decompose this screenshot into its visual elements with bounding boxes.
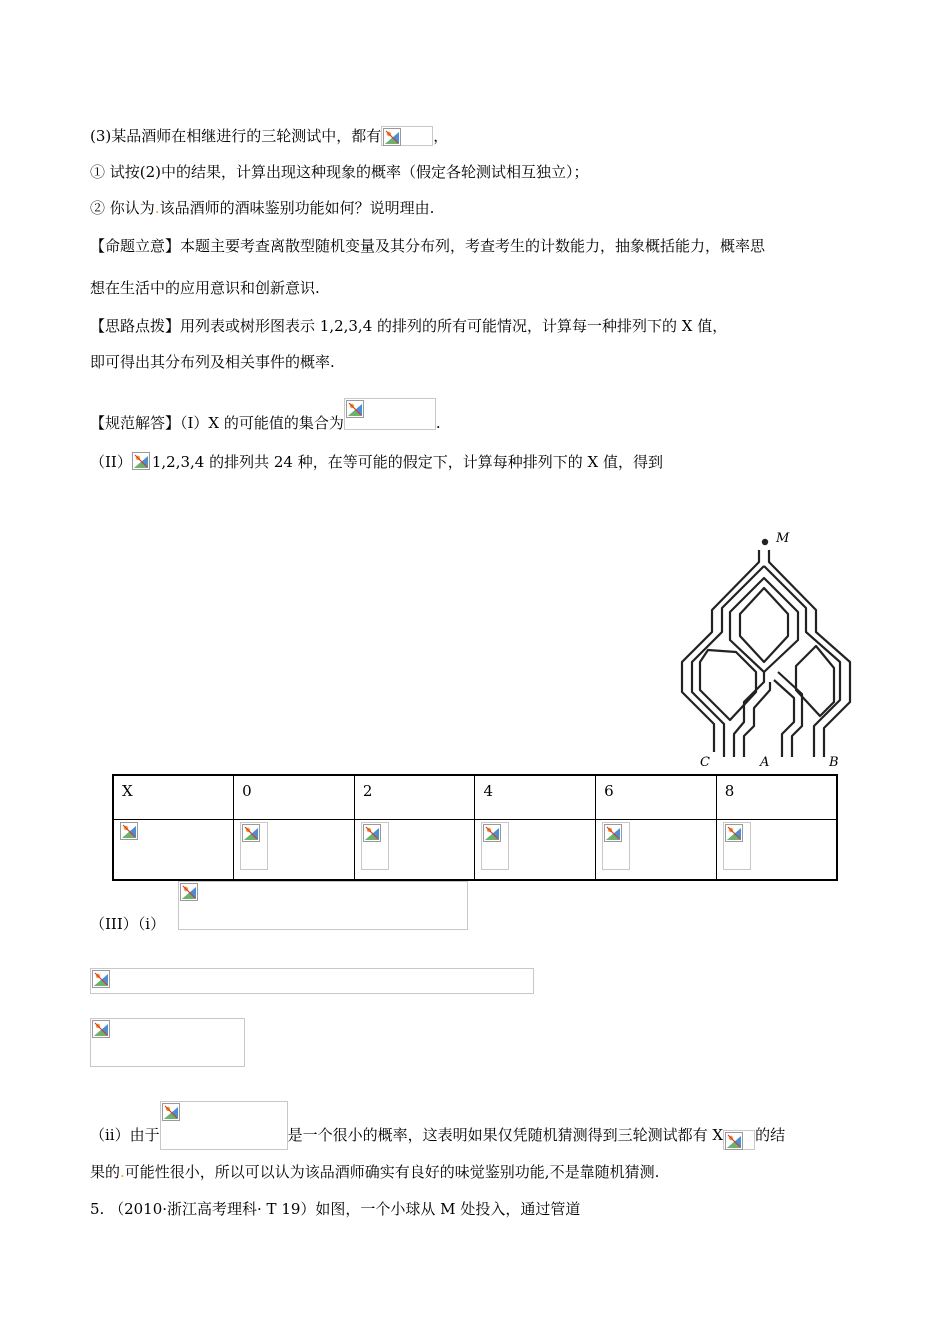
broken-image-icon: [132, 452, 150, 470]
stray-dot: .: [120, 1163, 125, 1181]
broken-image-placeholder: [132, 452, 152, 472]
broken-image-placeholder: [90, 968, 534, 994]
broken-image-placeholder: [120, 822, 140, 842]
broken-image-icon: [162, 1103, 180, 1121]
text: （II）: [90, 453, 132, 471]
solution-part-1: [90, 398, 441, 433]
broken-image-placeholder: [178, 881, 468, 930]
table-cell: [354, 820, 475, 880]
broken-image-icon: [92, 970, 110, 988]
table-cell: [113, 820, 234, 880]
label-b: B: [829, 755, 839, 770]
table-cell: 8: [716, 775, 837, 820]
solution-part-3-ii-line1: [90, 1101, 785, 1150]
broken-image-icon: [242, 824, 260, 842]
hint-paragraph-line2: 即可得出其分布列及相关事件的概率.: [90, 353, 335, 371]
text: (3)某品酒师在相继进行的三轮测试中，都有: [90, 127, 382, 145]
label-m: M: [776, 531, 790, 546]
broken-image-placeholder: [90, 1018, 245, 1067]
text: 果的: [90, 1163, 121, 1181]
text: ② 你认为: [90, 199, 155, 217]
broken-image-placeholder: [723, 1130, 755, 1150]
broken-image-icon: [120, 822, 138, 840]
broken-image-icon: [725, 824, 743, 842]
table-cell: 6: [596, 775, 717, 820]
broken-image-placeholder: [381, 126, 433, 146]
table-row: [113, 820, 837, 880]
broken-image-placeholder: [481, 822, 509, 870]
solution-part-3-ii-line2: [90, 1162, 659, 1182]
broken-image-placeholder: [344, 398, 436, 430]
intent-paragraph-line1: 【命题立意】本题主要考查离散型随机变量及其分布列，考查考生的计数能力，抽象概括能力，概率思: [90, 237, 766, 255]
broken-image-icon: [725, 1132, 743, 1150]
broken-image-icon: [483, 824, 501, 842]
broken-image-icon: [363, 824, 381, 842]
broken-image-placeholder: [160, 1101, 288, 1150]
intent-paragraph-line2: 想在生活中的应用意识和创新意识.: [90, 279, 320, 297]
broken-image-icon: [180, 883, 198, 901]
text: 该品酒师的酒味鉴别功能如何？说明理由.: [159, 199, 435, 217]
table-cell: [234, 820, 355, 880]
broken-image-placeholder: [602, 822, 630, 870]
broken-image-icon: [346, 400, 364, 418]
pipe-network-figure: [664, 522, 874, 772]
entry-point-dot: [762, 539, 768, 545]
label-c: C: [700, 755, 710, 770]
table-cell: [716, 820, 837, 880]
question-3-line: [90, 126, 448, 146]
stray-dot: .: [154, 199, 160, 217]
table-cell: 2: [354, 775, 475, 820]
label-a: A: [760, 755, 770, 770]
hint-paragraph-line1: 【思路点拨】用列表或树形图表示 1,2,3,4 的排列的所有可能情况，计算每一种排列下的 X 值，: [90, 317, 728, 335]
text: .: [435, 414, 441, 432]
broken-image-placeholder: [723, 822, 751, 870]
broken-image-icon: [604, 824, 622, 842]
table-cell: 0: [234, 775, 355, 820]
text: 1,2,3,4 的排列共 24 种，在等可能的假定下，计算每种排列下的 X 值，得到: [151, 453, 663, 471]
text: 是一个很小的概率，这表明如果仅凭随机猜测得到三轮测试都有 X: [287, 1126, 724, 1144]
text: （ii）由于: [90, 1126, 160, 1144]
text: ，: [433, 127, 449, 145]
distribution-table: [112, 774, 838, 881]
text: 可能性很小，所以可以认为该品酒师确实有良好的味觉鉴别功能,不是靠随机猜测.: [124, 1163, 660, 1181]
table-cell: 4: [475, 775, 596, 820]
solution-part-3-i-label: （III）（i）: [90, 915, 166, 933]
broken-image-icon: [92, 1020, 110, 1038]
table-cell: [596, 820, 717, 880]
text: 【规范解答】（I）X 的可能值的集合为: [90, 414, 344, 432]
problem-5-statement: 5. （2010·浙江高考理科· T 19）如图，一个小球从 M 处投入，通过管道: [90, 1200, 581, 1218]
solution-part-2: [90, 452, 663, 472]
table-cell: [475, 820, 596, 880]
broken-image-placeholder: [361, 822, 389, 870]
table-cell: X: [113, 775, 234, 820]
question-3-i: ① 试按(2)中的结果，计算出现这种现象的概率（假定各轮测试相互独立）；: [90, 163, 589, 181]
broken-image-icon: [383, 128, 401, 146]
question-3-ii: [90, 198, 434, 218]
broken-image-placeholder: [240, 822, 268, 870]
table-header-row: [113, 775, 837, 820]
text: 的结: [755, 1126, 786, 1144]
